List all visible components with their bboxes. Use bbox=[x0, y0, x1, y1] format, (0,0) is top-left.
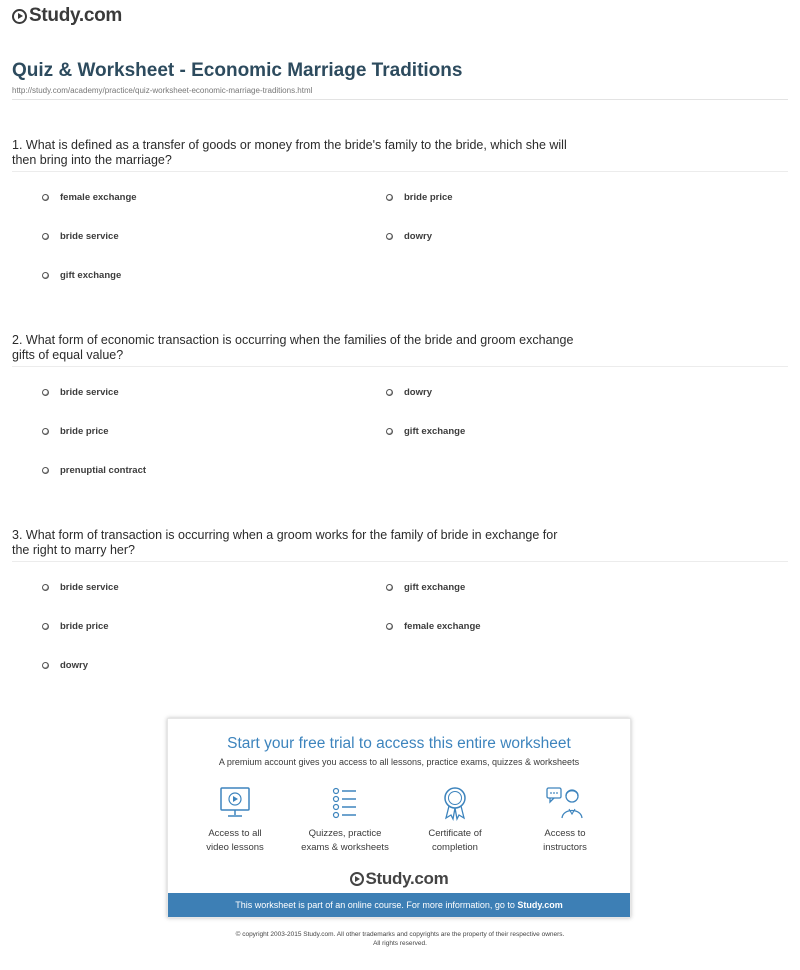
question-text-line: the right to marry her? bbox=[12, 543, 135, 557]
promo-footer-link[interactable]: Study.com bbox=[517, 900, 563, 910]
question-3 bbox=[12, 528, 652, 558]
answer-option[interactable] bbox=[42, 192, 137, 203]
feature-label: completion bbox=[432, 842, 478, 853]
question-text-line: 3. What form of transaction is occurring when a groom works for the family of bride in exchange for bbox=[12, 528, 558, 542]
divider bbox=[12, 99, 788, 100]
feature-instructors bbox=[510, 785, 620, 855]
feature-label: video lessons bbox=[206, 842, 264, 853]
question-text-line: gifts of equal value? bbox=[12, 348, 124, 362]
radio-button[interactable] bbox=[386, 194, 393, 201]
answer-option[interactable] bbox=[386, 231, 432, 242]
play-circle-icon bbox=[350, 872, 364, 886]
copyright-line: All rights reserved. bbox=[373, 940, 427, 947]
answer-option[interactable] bbox=[386, 582, 465, 593]
copyright-line: © copyright 2003-2015 Study.com. All other trademarks and copyrights are the property of their respective owners. bbox=[235, 931, 565, 938]
divider bbox=[12, 366, 788, 367]
feature-label: Certificate of bbox=[428, 828, 482, 839]
answer-label: gift exchange bbox=[404, 582, 466, 593]
feature-label: exams & worksheets bbox=[301, 842, 389, 853]
radio-button[interactable] bbox=[386, 428, 393, 435]
divider bbox=[12, 171, 788, 172]
free-trial-promo[interactable] bbox=[167, 718, 631, 918]
answer-label: female exchange bbox=[404, 621, 481, 632]
divider bbox=[12, 561, 788, 562]
radio-button[interactable] bbox=[42, 389, 49, 396]
feature-label: Access to bbox=[544, 828, 586, 839]
promo-footer-text: This worksheet is part of an online course. For more information, go to bbox=[235, 900, 518, 910]
radio-button[interactable] bbox=[42, 272, 49, 279]
study-logo[interactable] bbox=[12, 5, 122, 27]
feature-certificate bbox=[400, 785, 510, 855]
answer-label: dowry bbox=[404, 231, 432, 242]
radio-button[interactable] bbox=[386, 389, 393, 396]
question-text-line: 2. What form of economic transaction is occurring when the families of the bride and groom exchange bbox=[12, 333, 574, 347]
answer-option[interactable] bbox=[42, 660, 88, 671]
answer-label: dowry bbox=[60, 660, 88, 671]
answer-label: dowry bbox=[404, 387, 432, 398]
logo-text: Study.com bbox=[29, 5, 123, 26]
page-url[interactable]: http://study.com/academy/practice/quiz-worksheet-economic-marriage-traditions.html bbox=[12, 86, 313, 95]
copyright bbox=[0, 930, 800, 948]
instructor-icon bbox=[545, 785, 585, 821]
answer-option[interactable] bbox=[42, 270, 121, 281]
answer-option[interactable] bbox=[42, 621, 109, 632]
answer-option[interactable] bbox=[42, 231, 119, 242]
radio-button[interactable] bbox=[42, 662, 49, 669]
certificate-icon bbox=[438, 785, 472, 821]
page-title: Quiz & Worksheet - Economic Marriage Traditions bbox=[12, 60, 463, 81]
radio-button[interactable] bbox=[42, 233, 49, 240]
radio-button[interactable] bbox=[42, 584, 49, 591]
promo-subheading: A premium account gives you access to all lessons, practice exams, quizzes & worksheets bbox=[218, 757, 580, 767]
answer-label: gift exchange bbox=[60, 270, 122, 281]
logo-text: Study.com bbox=[365, 869, 449, 888]
answer-label: bride price bbox=[60, 426, 109, 437]
radio-button[interactable] bbox=[386, 584, 393, 591]
answer-option[interactable] bbox=[42, 426, 109, 437]
quiz-list-icon bbox=[328, 785, 362, 821]
feature-label: Quizzes, practice bbox=[308, 828, 382, 839]
promo-study-logo[interactable] bbox=[168, 869, 630, 889]
question-text-line: then bring into the marriage? bbox=[12, 153, 172, 167]
radio-button[interactable] bbox=[386, 623, 393, 630]
feature-quizzes bbox=[290, 785, 400, 855]
radio-button[interactable] bbox=[42, 467, 49, 474]
feature-label: Access to all bbox=[208, 828, 262, 839]
answer-option[interactable] bbox=[42, 387, 119, 398]
radio-button[interactable] bbox=[42, 194, 49, 201]
answer-label: bride service bbox=[60, 387, 119, 398]
answer-label: gift exchange bbox=[404, 426, 466, 437]
answer-label: bride price bbox=[60, 621, 109, 632]
answer-option[interactable] bbox=[386, 621, 481, 632]
play-circle-icon bbox=[12, 9, 27, 24]
feature-video-lessons bbox=[180, 785, 290, 855]
answer-option[interactable] bbox=[42, 465, 146, 476]
promo-footer-bar bbox=[168, 893, 630, 917]
answer-option[interactable] bbox=[386, 387, 432, 398]
answer-label: female exchange bbox=[60, 192, 137, 203]
feature-label: instructors bbox=[543, 842, 587, 853]
promo-heading[interactable]: Start your free trial to access this entire worksheet bbox=[227, 735, 571, 752]
question-2 bbox=[12, 333, 652, 363]
answer-option[interactable] bbox=[42, 582, 119, 593]
question-text-line: 1. What is defined as a transfer of goods or money from the bride's family to the bride, which she will bbox=[12, 138, 567, 152]
answer-label: bride service bbox=[60, 231, 119, 242]
radio-button[interactable] bbox=[42, 428, 49, 435]
question-1 bbox=[12, 138, 652, 168]
radio-button[interactable] bbox=[386, 233, 393, 240]
answer-option[interactable] bbox=[386, 426, 465, 437]
answer-option[interactable] bbox=[386, 192, 453, 203]
answer-label: prenuptial contract bbox=[60, 465, 147, 476]
answer-label: bride price bbox=[404, 192, 453, 203]
radio-button[interactable] bbox=[42, 623, 49, 630]
answer-label: bride service bbox=[60, 582, 119, 593]
video-lesson-icon bbox=[218, 785, 252, 821]
